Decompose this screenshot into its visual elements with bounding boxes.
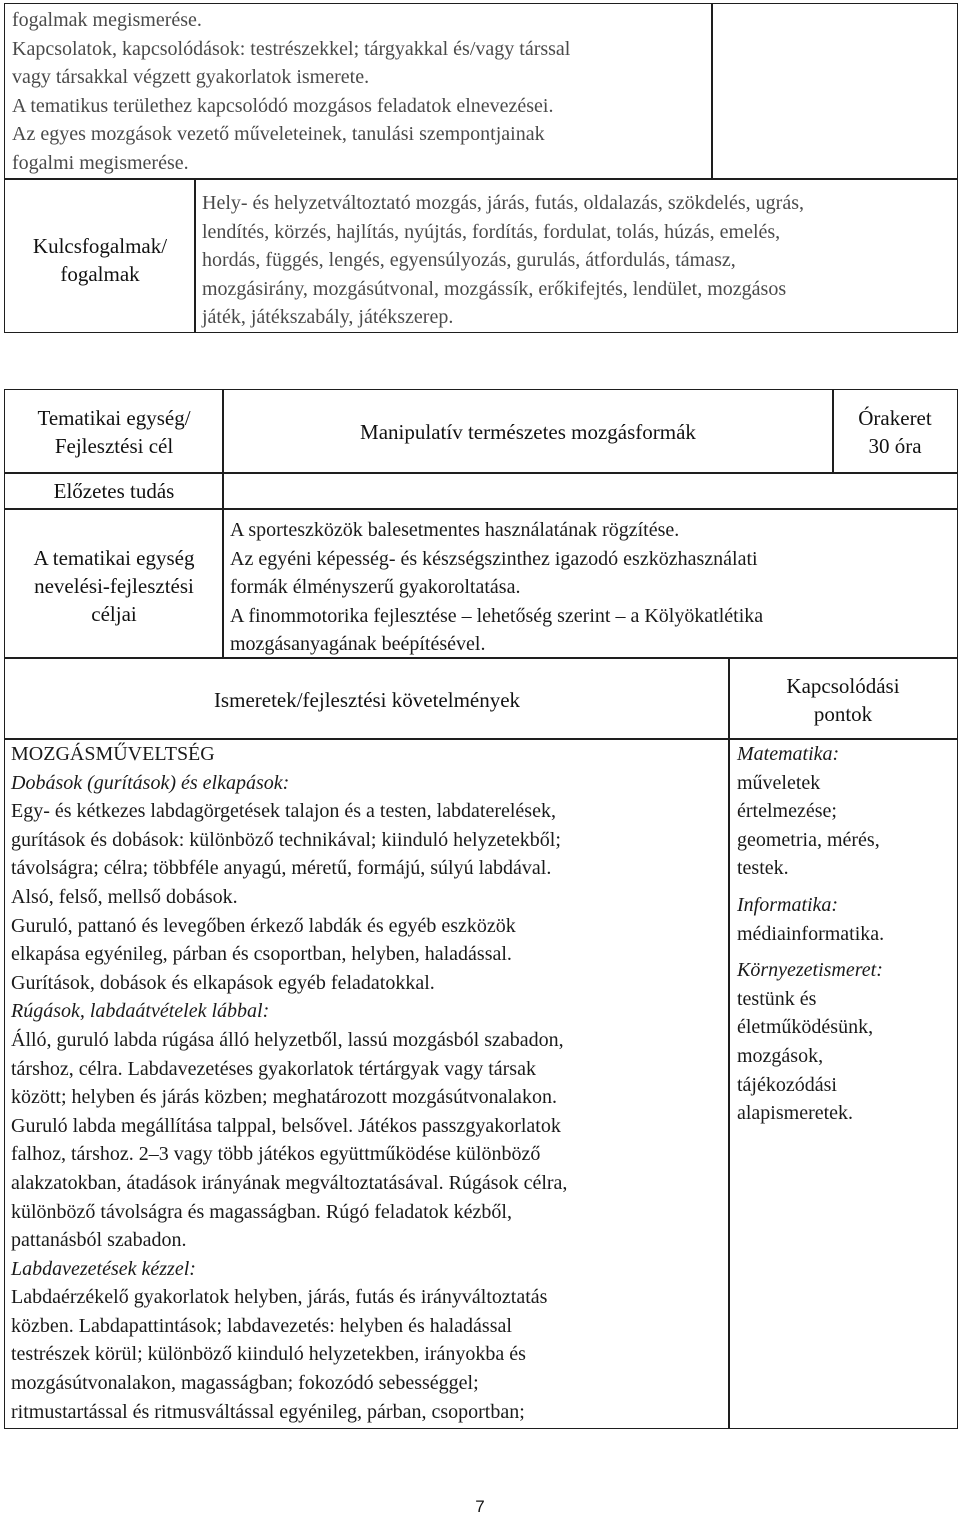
text-line: társhoz, célra. Labdavezetéses gyakorlatok tértárgyak vagy társak xyxy=(11,1057,536,1080)
text-line: Hely- és helyzetváltoztató mozgás, járás, futás, oldalazás, szökdelés, ugrás, xyxy=(202,192,805,214)
text-line: lendítés, körzés, hajlítás, nyújtás, fordítás, fordulat, tolás, húzás, emelés, xyxy=(202,220,781,243)
text-line: különböző távolságra és magasságban. Rúgó feladatok kézből, xyxy=(11,1200,512,1223)
text-line: Fejlesztési cél xyxy=(54,434,174,458)
text-line: Guruló, pattanó és levegőben érkező labdák és egyéb eszközök xyxy=(11,914,516,937)
link-subject: Matematika: xyxy=(737,743,840,765)
subsection-heading: Dobások (gurítások) és elkapások: xyxy=(11,771,290,794)
goals-label xyxy=(4,544,224,628)
text-line: A finommotorika fejlesztése – lehetőség szerint – a Kölyökatlétika xyxy=(230,604,764,627)
link-text-line: médiainformatika. xyxy=(737,922,885,945)
text-line: Gurítások, dobások és elkapások egyéb feladatokkal. xyxy=(11,971,435,994)
text-line: pontok xyxy=(813,702,873,726)
prior-label xyxy=(4,477,224,505)
text-line: Alsó, felső, mellső dobások. xyxy=(11,885,238,908)
text-line: között; helyben és járás közben; meghatározott mozgásútvonalakon. xyxy=(11,1086,557,1109)
link-text-line: értelmezése; xyxy=(737,800,837,823)
text-line: Kapcsolatok, kapcsolódások: testrészekkel; tárgyakkal és/vagy társsal xyxy=(12,37,571,60)
hours-value: 30 óra xyxy=(868,434,922,458)
text-line: testrészek körül; különböző kiinduló helyzetekben, irányokba és xyxy=(11,1343,526,1366)
continuation-text xyxy=(12,6,570,178)
text-line: mozgásirány, mozgásútvonal, mozgássík, erőkifejtés, lendület, mozgásos xyxy=(202,277,787,300)
text-line: pattanásból szabadon. xyxy=(11,1229,187,1252)
text-line: alakzatokban, átadások irányának megváltoztatásával. Rúgások célra, xyxy=(11,1171,568,1194)
text-line: mozgásanyagának beépítésével. xyxy=(230,633,486,656)
text-line: vagy társakkal végzett gyakorlatok ismerete. xyxy=(12,66,370,89)
text-line: nevelési-fejlesztési xyxy=(34,574,194,598)
text-line: fogalmak megismerése. xyxy=(12,9,202,31)
link-subject: Környezetismeret: xyxy=(737,959,883,982)
text-line: mozgásútvonalakon, magasságban; fokozódó sebességgel; xyxy=(11,1372,479,1395)
text-line: Kulcsfogalmak/ xyxy=(32,234,168,258)
text-line: gurítások és dobások: különböző technikával; kiinduló helyzetekből; xyxy=(11,828,561,851)
text-line: falhoz, társhoz. 2–3 vagy több játékos együttműködése különböző xyxy=(11,1143,541,1166)
prior-label-text: Előzetes tudás xyxy=(53,479,175,503)
hours-block xyxy=(832,404,958,460)
text-line: fogalmi megismerése. xyxy=(12,151,189,174)
links-header xyxy=(728,672,958,728)
link-text-line: tájékozódási xyxy=(737,1073,837,1096)
text-line: formák élményszerű gyakoroltatása. xyxy=(230,576,521,599)
unit-title-text: Manipulatív természetes mozgásformák xyxy=(360,420,696,444)
text-line: elkapása egyénileg, párban és csoportban, helyben, haladással. xyxy=(11,943,512,966)
text-line: A tematikai egység xyxy=(33,546,195,570)
link-text-line: alapismeretek. xyxy=(737,1102,854,1125)
text-line: távolságra; célra; többféle anyagú, méretű, formájú, súlyú labdával. xyxy=(11,857,552,880)
requirements-text xyxy=(11,740,567,1426)
text-line: játék, játékszabály, játékszerep. xyxy=(202,306,454,329)
prior-content-cell xyxy=(222,472,958,510)
goals-text xyxy=(230,516,763,659)
kulcsfogalmak-text xyxy=(202,189,804,332)
text-line: Álló, guruló labda rúgása álló helyzetből, lassú mozgásból szabadon, xyxy=(11,1028,564,1051)
text-line: Az egyéni képesség- és készségszinthez igazodó eszközhasználati xyxy=(230,547,758,570)
link-subject: Informatika: xyxy=(737,893,839,916)
subsection-heading: Labdavezetések kézzel: xyxy=(11,1257,196,1280)
unit-title xyxy=(222,418,834,446)
spacer xyxy=(737,883,884,891)
text-line: Kapcsolódási xyxy=(786,674,900,698)
text-line: céljai xyxy=(91,602,137,626)
text-line: ritmustartással és ritmusváltással egyénileg, párban, csoportban; xyxy=(11,1400,525,1423)
text-line: Egy- és kétkezes labdagörgetések talajon és a testen, labdaterelések, xyxy=(11,800,556,823)
link-text-line: műveletek xyxy=(737,771,821,794)
link-text-line: életműködésünk, xyxy=(737,1016,874,1039)
link-text-line: mozgások, xyxy=(737,1044,824,1067)
link-text-line: testünk és xyxy=(737,987,817,1010)
text-line: Labdaérzékelő gyakorlatok helyben, járás, futás és irányváltoztatás xyxy=(11,1286,548,1309)
text-line: hordás, függés, lengés, egyensúlyozás, gurulás, átfordulás, támasz, xyxy=(202,249,736,272)
top-table-empty-cell xyxy=(711,3,958,180)
page-number: 7 xyxy=(475,1497,485,1516)
kulcsfogalmak-label xyxy=(4,232,196,288)
text-line: A tematikus területhez kapcsolódó mozgásos feladatok elnevezései. xyxy=(12,94,554,117)
text-line: fogalmak xyxy=(60,262,140,286)
link-text-line: geometria, mérés, xyxy=(737,828,880,851)
spacer xyxy=(737,948,884,956)
text-line: A sporteszközök balesetmentes használatának rögzítése. xyxy=(230,519,680,541)
link-text-line: testek. xyxy=(737,857,789,880)
req-header xyxy=(4,686,730,714)
text-line: Tematikai egység/ xyxy=(37,406,191,430)
text-line: Guruló labda megállítása talppal, belsővel. Játékos passzgyakorlatok xyxy=(11,1114,561,1137)
hours-label: Órakeret xyxy=(858,406,932,430)
subsection-heading: Rúgások, labdaátvételek lábbal: xyxy=(11,1000,270,1023)
links-text xyxy=(737,740,884,1128)
text-line: közben. Labdapattintások; labdavezetés: helyben és haladással xyxy=(11,1314,512,1337)
text-line: Az egyes mozgások vezető műveleteinek, tanulási szempontjainak xyxy=(12,123,545,146)
text-line: MOZGÁSMŰVELTSÉG xyxy=(11,743,215,765)
unit-label xyxy=(4,404,224,460)
req-header-text: Ismeretek/fejlesztési követelmények xyxy=(213,688,521,712)
